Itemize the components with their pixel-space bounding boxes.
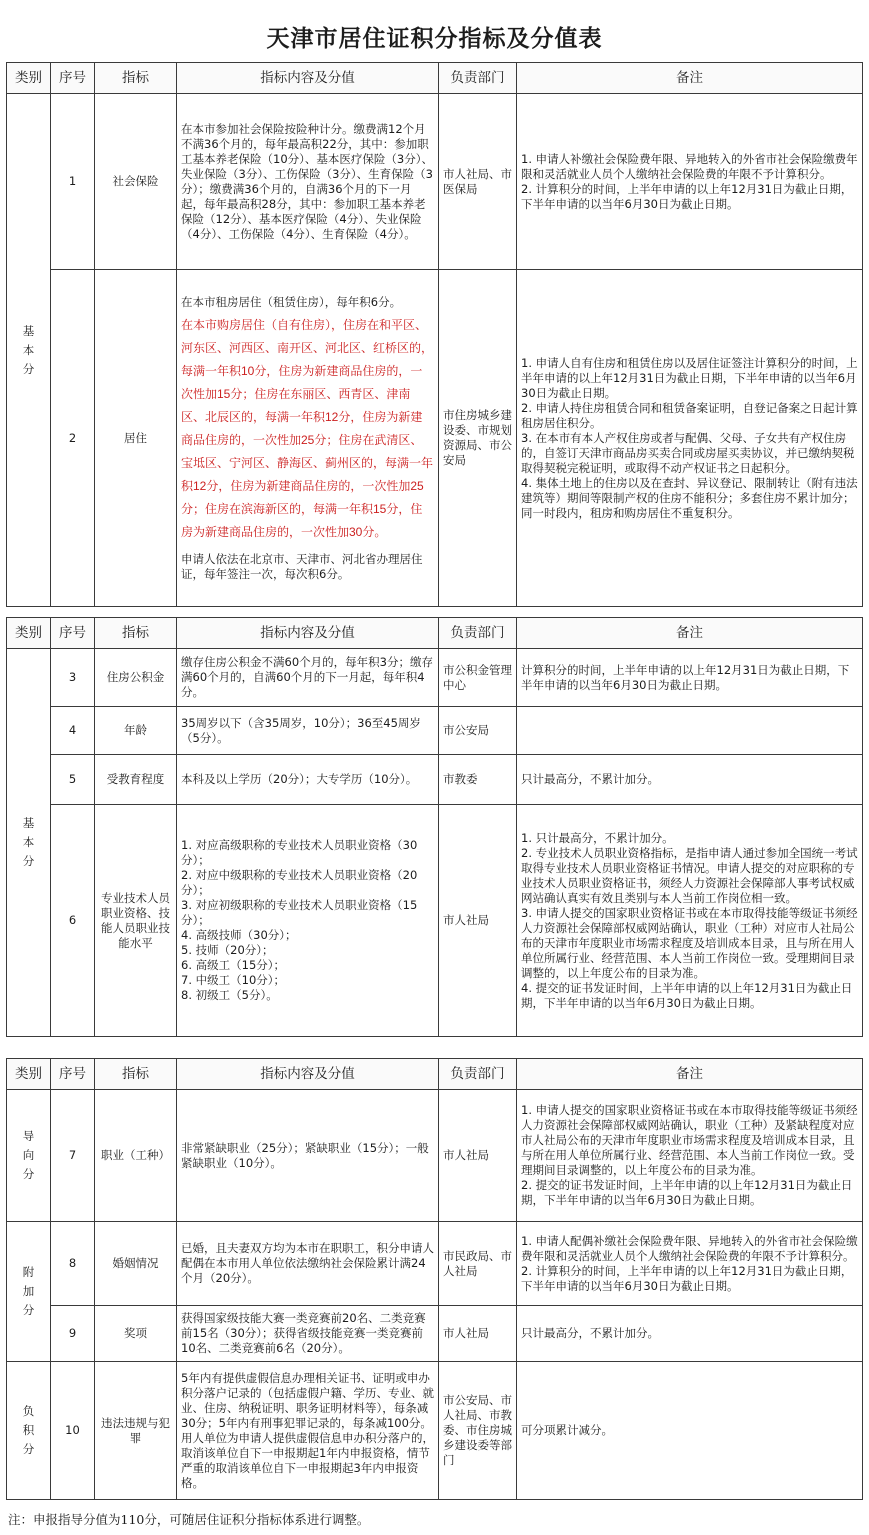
text-line: 8. 初级工（5分）。 [181, 988, 278, 1002]
category-char: 加 [22, 1284, 35, 1298]
row-number: 3 [51, 649, 95, 707]
indicator-content: 缴存住房公积金不满60个月的，每年积3分；缴存满60个月的，自满60个月的下一月起，每年积4分。 [177, 649, 439, 707]
category-char: 负 [22, 1404, 35, 1418]
category-char: 分 [22, 854, 35, 868]
row-number: 4 [51, 707, 95, 755]
indicator-content: 非常紧缺职业（25分）；紧缺职业（15分）；一般紧缺职业（10分）。 [177, 1090, 439, 1222]
table-row [7, 755, 863, 805]
department: 市人社局 [439, 1090, 517, 1222]
text-line: 1. 申请人自有住房和租赁住房以及居住证签注计算积分的时间，上半年申请的以上年12月31日为截止日期，下半年申请的以当年6月30日为截止日期。 [521, 355, 858, 400]
text-line: 用人单位为申请人提供虚假信息申办积分落户的，取消该单位自下一申报期起1年内申报资格，情节严重的取消该单位自下一申报期起3年内申报资格。 [181, 1430, 434, 1490]
text-line: 2. 申请人持住房租赁合同和租赁备案证明，自登记备案之日起计算租房居住积分。 [521, 400, 858, 430]
table-row [7, 649, 863, 707]
content-intro: 在本市租房居住（租赁住房），每年积6分。 [181, 294, 402, 309]
category-char: 本 [22, 342, 35, 357]
indicator-content: 在本市参加社会保险按险种计分。缴费满12个月不满36个月的，每年最高积22分，其中：参加职工基本养老保险（10分）、基本医疗保险（3分）、失业保险（3分）、工伤保险（3分）、生育保险（3分）；缴费满36个月的，自满36个月的下一月起，每年最高积28分，其中：参加职工基本养老保险（12分）、基本医疗保险（4分）、失业保险（4分）、工伤保险（4分）、生育保险（4分）。 [177, 94, 439, 270]
score-table-part-1 [6, 62, 863, 607]
text-line: 2. 对应中级职称的专业技术人员职业资格（20分）； [181, 868, 418, 897]
text-line: 5. 技师（20分）； [181, 943, 274, 957]
header-department: 负责部门 [439, 618, 517, 649]
text-line: 1. 只计最高分，不累计加分。 [521, 830, 674, 845]
indicator-content [177, 1362, 439, 1500]
text-line: 1. 申请人补缴社会保险费年限、异地转入的外省市社会保险缴费年限和灵活就业人员个人缴纳社会保险费的年限不予计算积分。 [521, 151, 858, 181]
department: 市公安局、市人社局、市教委、市住房城乡建设委等部门 [439, 1362, 517, 1500]
department: 市人社局、市医保局 [439, 94, 517, 270]
row-number: 10 [51, 1362, 95, 1500]
category-cell [7, 94, 51, 607]
score-table-part-3 [6, 1058, 863, 1500]
header-indicator: 指标 [95, 63, 177, 94]
table-row [7, 270, 863, 607]
table-row [7, 707, 863, 755]
category-char: 本 [22, 835, 35, 849]
header-category: 类别 [7, 63, 51, 94]
text-line: 只计最高分，不累计加分。 [521, 772, 659, 786]
category-cell [7, 1362, 51, 1500]
text-line: 4. 高级技师（30分）； [181, 928, 297, 942]
remarks [517, 707, 863, 755]
category-cell [7, 649, 51, 1037]
header-number: 序号 [51, 1059, 95, 1090]
text-line: 5年内有提供虚假信息办理相关证书、证明或申办积分落户记录的（包括虚假户籍、学历、专业、就业、住房、纳税证明、职务证明材料等），每条减30分；5年内有刑事犯罪记录的，每条减100分。 [181, 1370, 434, 1430]
indicator-name: 受教育程度 [95, 755, 177, 805]
header-row [7, 1059, 863, 1090]
category-char: 基 [22, 323, 35, 338]
remarks [517, 270, 863, 607]
table-row [7, 1306, 863, 1362]
indicator-name: 奖项 [95, 1306, 177, 1362]
page-title: 天津市居住证积分指标及分值表 [266, 25, 603, 52]
category-cell [7, 1090, 51, 1222]
category-char: 向 [22, 1148, 35, 1162]
header-category: 类别 [7, 1059, 51, 1090]
row-number: 1 [51, 94, 95, 270]
row-number: 2 [51, 270, 95, 607]
text-line: 6. 高级工（15分）； [181, 958, 286, 972]
header-remarks: 备注 [517, 1059, 863, 1090]
score-table-part-2 [6, 617, 863, 1037]
header-indicator: 指标 [95, 618, 177, 649]
indicator-content: 本科及以上学历（20分）；大专学历（10分）。 [177, 755, 439, 805]
table-row [7, 1090, 863, 1222]
category-char: 分 [22, 1167, 35, 1181]
indicator-name: 婚姻情况 [95, 1222, 177, 1306]
category-char: 分 [22, 1303, 35, 1317]
category-char: 分 [22, 1442, 35, 1456]
text-line: 7. 中级工（10分）； [181, 973, 286, 987]
table-row [7, 1362, 863, 1500]
text-line: 1. 申请人配偶补缴社会保险费年限、异地转入的外省市社会保险缴费年限和灵活就业人员个人缴纳社会保险费的年限不予计算积分。 [521, 1233, 858, 1263]
indicator-name: 住房公积金 [95, 649, 177, 707]
header-content: 指标内容及分值 [177, 1059, 439, 1090]
content-outro: 申请人依法在北京市、天津市、河北省办理居住证，每年签注一次，每次积6分。 [181, 551, 423, 581]
department: 市教委 [439, 755, 517, 805]
text-line: 1. 申请人提交的国家职业资格证书或在本市取得技能等级证书须经人力资源社会保障部权威网站确认，职业（工种）及紧缺程度对应市人社局公布的天津市年度职业市场需求程度及培训成本目录，且与所在用人单位所属行业、经营范围、本人当前工作岗位一致。受理期间目录调整的，以上年度公布的目录为准。 [521, 1103, 858, 1177]
text-line: 只计最高分，不累计加分。 [521, 1326, 659, 1340]
table-row [7, 805, 863, 1037]
header-number: 序号 [51, 63, 95, 94]
text-line: 3. 对应初级职称的专业技术人员职业资格（15分）； [181, 898, 418, 927]
content-highlight: 在本市购房居住（自有住房），住房在和平区、河东区、河西区、南开区、河北区、红桥区的，每满一年积10分，住房为新建商品住房的，一次性加15分；住房在东丽区、西青区、津南区、北辰区的，每满一年积12分，住房为新建商品住房的，一次性加25分；住房在武清区、宝坻区、宁河区、静海区、蓟州区的，每满一年积12分，住房为新建商品住房的，一次性加25分；住房在滨海新区的，每满一年积15分，住房为新建商品住房的，一次性加30分。 [181, 317, 434, 539]
text-line: 3. 申请人提交的国家职业资格证书或在本市取得技能等级证书须经人力资源社会保障部权威网站确认，职业（工种）对应市人社局公布的天津市年度职业市场需求程度及培训成本目录，且与所在用人单位所属行业、经营范围、本人当前工作岗位一致。受理期间目录调整的，以上年度公布的目录为准。 [521, 905, 858, 980]
row-number: 8 [51, 1222, 95, 1306]
category-cell [7, 1222, 51, 1362]
header-remarks: 备注 [517, 618, 863, 649]
remarks [517, 805, 863, 1037]
table-row [7, 1222, 863, 1306]
indicator-name: 社会保险 [95, 94, 177, 270]
indicator-name: 专业技术人员职业资格、技能人员职业技能水平 [95, 805, 177, 1037]
row-number: 6 [51, 805, 95, 1037]
department: 市公积金管理中心 [439, 649, 517, 707]
header-department: 负责部门 [439, 1059, 517, 1090]
text-line: 计算积分的时间，上半年申请的以上年12月31日为截止日期，下半年申请的以当年6月30日为截止日期。 [521, 662, 850, 692]
indicator-name: 违法违规与犯罪 [95, 1362, 177, 1500]
indicator-name: 职业（工种） [95, 1090, 177, 1222]
indicator-content [177, 270, 439, 607]
category-char: 积 [22, 1423, 35, 1437]
header-indicator: 指标 [95, 1059, 177, 1090]
text-line: 1. 对应高级职称的专业技术人员职业资格（30分）； [181, 838, 418, 867]
department: 市民政局、市人社局 [439, 1222, 517, 1306]
indicator-content: 获得国家级技能大赛一类竞赛前20名、二类竞赛前15名（30分）；获得省级技能竞赛一类竞赛前10名、二类竞赛前6名（20分）。 [177, 1306, 439, 1362]
indicator-content [177, 805, 439, 1037]
text-line: 2. 计算积分的时间，上半年申请的以上年12月31日为截止日期，下半年申请的以当年6月30日为截止日期。 [521, 181, 853, 211]
header-content: 指标内容及分值 [177, 63, 439, 94]
footnote: 注：申报指导分值为110分，可随居住证积分指标体系进行调整。 [8, 1512, 370, 1527]
text-line: 4. 集体土地上的住房以及在查封、异议登记、限制转让（附有违法建筑等）期间等限制产权的住房不能积分；多套住房不累计加分；同一时段内，租房和购房居住不重复积分。 [521, 475, 858, 520]
text-line: 2. 提交的证书发证时间，上半年申请的以上年12月31日为截止日期，下半年申请的以当年6月30日为截止日期。 [521, 1178, 853, 1207]
remarks [517, 1306, 863, 1362]
category-char: 附 [22, 1265, 35, 1279]
header-category: 类别 [7, 618, 51, 649]
remarks [517, 1362, 863, 1500]
department: 市人社局 [439, 1306, 517, 1362]
row-number: 7 [51, 1090, 95, 1222]
remarks [517, 1222, 863, 1306]
department: 市住房城乡建设委、市规划资源局、市公安局 [439, 270, 517, 607]
row-number: 5 [51, 755, 95, 805]
text-line: 3. 在本市有本人产权住房或者与配偶、父母、子女共有产权住房的，自签订天津市商品房买卖合同或房屋买卖协议，并已缴纳契税取得契税完税证明，或取得不动产权证书之日起积分。 [521, 430, 855, 475]
header-row [7, 63, 863, 94]
table-row [7, 94, 863, 270]
header-content: 指标内容及分值 [177, 618, 439, 649]
indicator-name: 年龄 [95, 707, 177, 755]
header-row [7, 618, 863, 649]
header-number: 序号 [51, 618, 95, 649]
text-line: 可分项累计减分。 [521, 1423, 613, 1437]
indicator-content: 35周岁以下（含35周岁，10分）；36至45周岁（5分）。 [177, 707, 439, 755]
indicator-content: 已婚，且夫妻双方均为本市在职职工，积分申请人配偶在本市用人单位依法缴纳社会保险累计满24个月（20分）。 [177, 1222, 439, 1306]
remarks [517, 755, 863, 805]
text-line: 2. 计算积分的时间，上半年申请的以上年12月31日为截止日期，下半年申请的以当年6月30日为截止日期。 [521, 1263, 853, 1293]
text-line: 4. 提交的证书发证时间，上半年申请的以上年12月31日为截止日期，下半年申请的以当年6月30日为截止日期。 [521, 980, 853, 1010]
category-char: 基 [22, 816, 35, 830]
header-remarks: 备注 [517, 63, 863, 94]
department: 市公安局 [439, 707, 517, 755]
header-department: 负责部门 [439, 63, 517, 94]
row-number: 9 [51, 1306, 95, 1362]
category-char: 分 [22, 361, 35, 376]
department: 市人社局 [439, 805, 517, 1037]
remarks [517, 1090, 863, 1222]
remarks [517, 94, 863, 270]
remarks [517, 649, 863, 707]
text-line: 2. 专业技术人员职业资格指标，是指申请人通过参加全国统一考试取得专业技术人员职业资格证书情况。申请人提交的对应职称的专业技术人员职业资格证书，须经人力资源社会保障部人事考试权威网站确认真实有效且类别与本人当前工作岗位相一致。 [521, 845, 858, 905]
indicator-name: 居住 [95, 270, 177, 607]
category-char: 导 [22, 1129, 35, 1143]
